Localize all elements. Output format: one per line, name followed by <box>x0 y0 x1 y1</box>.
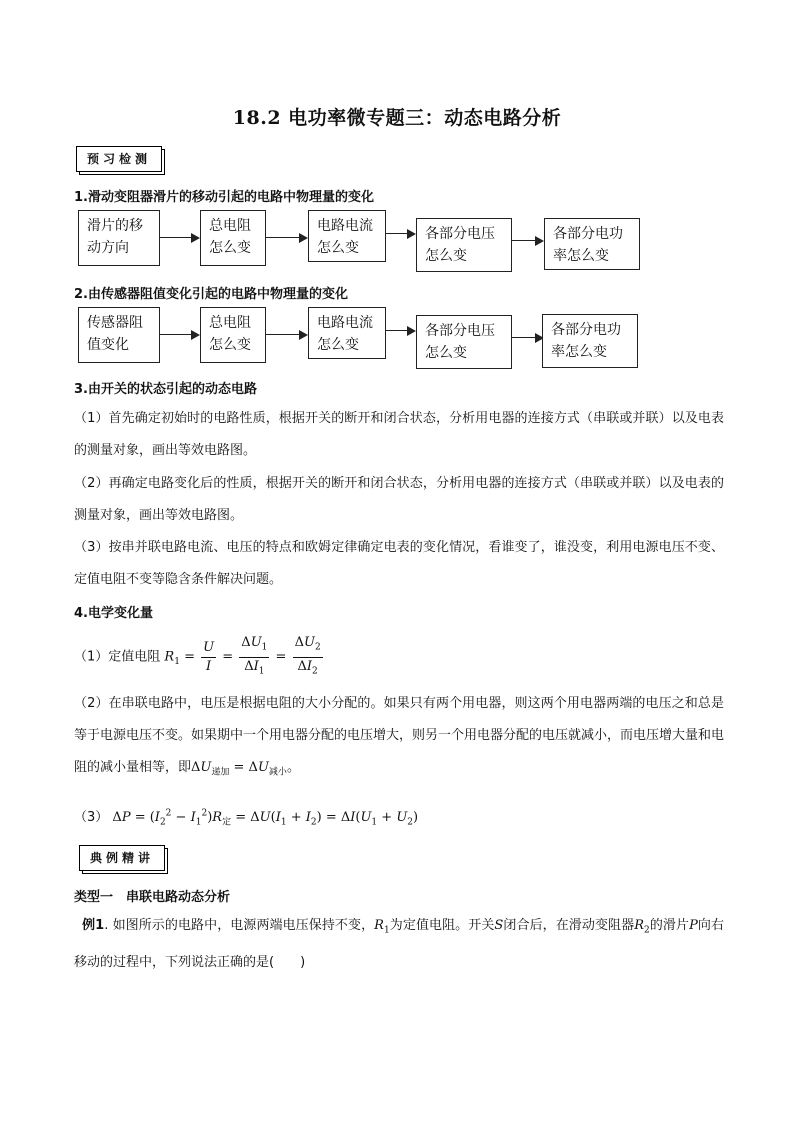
page-title: 18.2 电功率微专题三：动态电路分析 <box>232 107 562 129</box>
flow1-box-5: 各部分电功 率怎么变 <box>544 218 640 270</box>
section4-p2-end: 。 <box>286 760 300 775</box>
example1-part-d: 的滑片 <box>649 918 690 933</box>
section2-heading: 2.由传感器阻值变化引起的电路中物理量的变化 <box>74 287 348 302</box>
section4-paragraph-2: （2）在串联电路中，电压是根据电阻的大小分配的。如果只有两个用电器，则这两个用电器两端的电压之和总是等于电源电压不变。如果期中一个用电器分配的电压增大，则另一个用电器分配的电压就减小，而电压增大量和电阻的减小量相等，即$\Delta U_{递加} = \Delta U_{减小}$。 <box>74 696 725 778</box>
flow2-arrow-icon <box>160 330 200 340</box>
badge-label: 预习检测 <box>76 146 162 172</box>
formula3-prefix: （3） <box>74 810 109 825</box>
flow2-box-3: 电路电流 怎么变 <box>308 307 386 359</box>
example1-part-e: 向右移动的过程中，下列说法正确的是( ) <box>74 918 724 970</box>
section3-paragraph-2: （2）再确定电路变化后的性质，根据开关的断开和闭合状态，分析用电器的连接方式（串联或并联）以及电表的测量对象，画出等效电路图。 <box>74 476 724 523</box>
example1-part-b: 为定值电阻。开关 <box>389 918 495 933</box>
flow2-arrow-icon <box>386 326 416 336</box>
flow2-arrow-icon <box>512 333 544 343</box>
section1-heading: 1.滑动变阻器滑片的移动引起的电路中物理量的变化 <box>74 190 374 205</box>
section4-p2-text: （2）在串联电路中，电压是根据电阻的大小分配的。如果只有两个用电器，则这两个用电器两端的电压之和总是等于电源电压不变。如果期中一个用电器分配的电压增大，则另一个用电器分配的电压就减小，而电压增大量和电阻的减小量相等，即 <box>74 696 725 775</box>
example1-part-c: 闭合后，在滑动变阻器 <box>503 918 635 933</box>
badge-label: 典例精讲 <box>79 845 165 871</box>
section3-heading: 3.由开关的状态引起的动态电路 <box>74 382 257 397</box>
formula1-prefix: （1）定值电阻 <box>74 649 161 665</box>
flow1-box-1: 滑片的移 动方向 <box>78 210 160 266</box>
example1-text: 例1. 如图所示的电路中，电源两端电压保持不变，$R_1$为定值电阻。开关S闭合后，在滑动变阻器$R_2$的滑片P向右移动的过程中，下列说法正确的是( ) <box>74 918 724 970</box>
preview-badge <box>76 146 162 172</box>
flow1-box-3: 电路电流 怎么变 <box>308 210 386 262</box>
section3-paragraph-3: （3）按串并联电路电流、电压的特点和欧姆定律确定电表的变化情况，看谁变了，谁没变，利用电源电压不变、定值电阻不变等隐含条件解决问题。 <box>74 540 724 587</box>
type1-heading: 类型一 串联电路动态分析 <box>74 890 231 905</box>
formula3-sub: 定 <box>222 817 232 828</box>
flow2-box-5: 各部分电功 率怎么变 <box>542 314 638 368</box>
flow2-box-2: 总电阻 怎么变 <box>200 307 266 363</box>
example1-part-a: . 如图所示的电路中，电源两端电压保持不变， <box>104 918 375 933</box>
formula-power-change: （3） $\Delta P = (I_2^2 - I_1^2)R_定 = \Delta U(I_1 + I_2) = \Delta I(U_1 + U_2)$ <box>74 808 419 828</box>
flow1-arrow-icon <box>266 233 308 243</box>
flow2-arrow-icon <box>266 330 308 340</box>
formula-resistance: （1）定值电阻 $R_1$ = $\frac{U}{I}$ = $\frac{\Delta U_1}{\Delta I_1}$ = $\frac{\Delta U_2}{\Delta I_2}$ <box>74 635 321 677</box>
section4-heading: 4.电学变化量 <box>74 606 153 621</box>
flow2-box-1: 传感器阻 值变化 <box>78 307 160 363</box>
section3-paragraph-1: （1）首先确定初始时的电路性质，根据开关的断开和闭合状态，分析用电器的连接方式（串联或并联）以及电表的测量对象，画出等效电路图。 <box>74 411 724 458</box>
examples-badge <box>79 845 165 871</box>
flow1-arrow-icon <box>386 229 416 239</box>
flow2-box-4: 各部分电压 怎么变 <box>416 315 512 369</box>
flow1-box-2: 总电阻 怎么变 <box>200 210 266 266</box>
flow1-box-4: 各部分电压 怎么变 <box>416 218 512 272</box>
flow1-arrow-icon <box>160 233 200 243</box>
example1-label: 例1 <box>82 918 105 933</box>
delta-sub-dec: 减小 <box>268 767 287 778</box>
delta-sub-inc: 递加 <box>211 767 230 778</box>
flow1-arrow-icon <box>512 236 544 246</box>
